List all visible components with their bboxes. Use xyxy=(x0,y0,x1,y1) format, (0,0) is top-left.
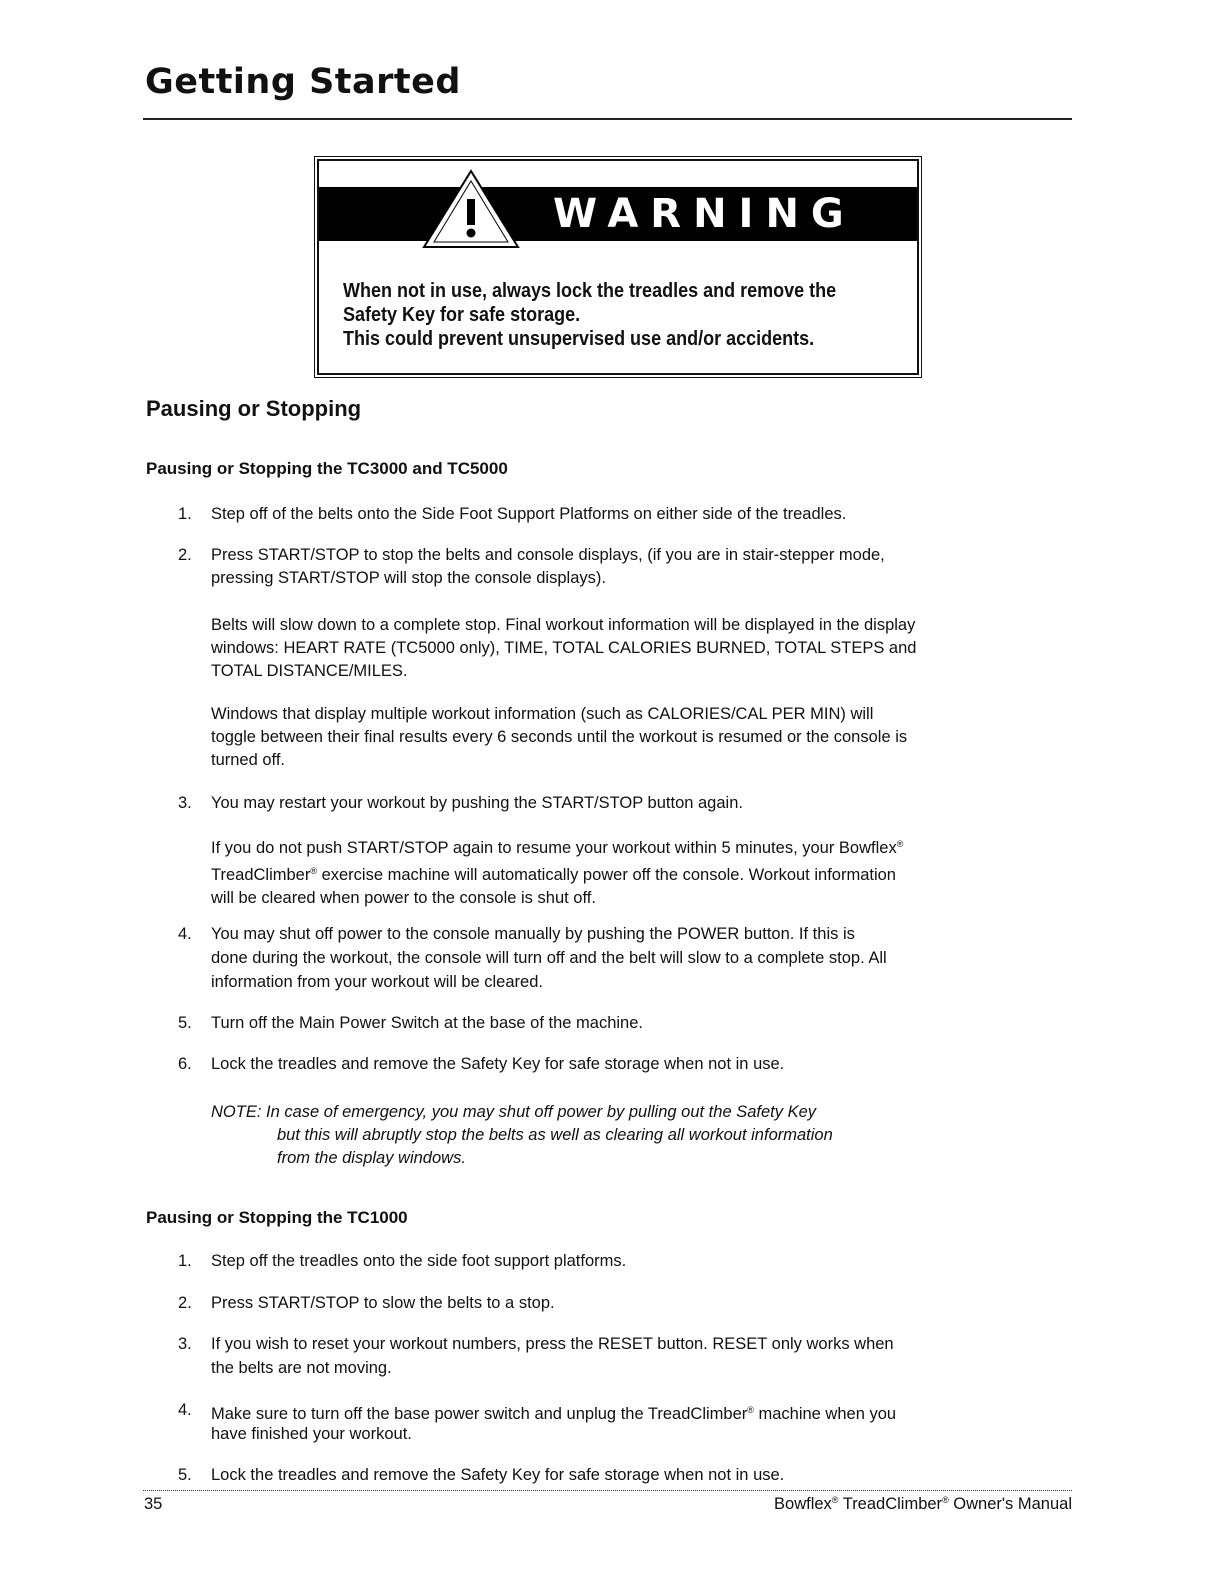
paragraph-auto-power-off: If you do not push START/STOP again to resume your workout within 5 minutes, your Bowflex® TreadClimber® exercise machine will automatically power off the console. Workout information will be cleared when power to the console is shut off. xyxy=(211,839,904,907)
paragraph-belts-stop: Belts will slow down to a complete stop. Final workout information will be displayed in the display windows: HEART RATE (TC5000 only), TIME, TOTAL CALORIES BURNED, TOTAL STEPS and TOTAL DISTANCE/MILES. xyxy=(211,616,917,680)
footer-divider xyxy=(143,1490,1072,1491)
emergency-note: NOTE: In case of emergency, you may shut off power by pulling out the Safety Key but this will abruptly stop the belts as well as clearing all workout information from the display windows. xyxy=(211,1103,833,1167)
page-number: 35 xyxy=(144,1495,163,1513)
warning-label: WARNING xyxy=(553,191,856,237)
footer-manual-title: Bowflex® TreadClimber® Owner's Manual xyxy=(774,1495,1072,1513)
warning-box xyxy=(317,159,919,375)
title-divider xyxy=(143,118,1072,120)
warning-triangle-icon xyxy=(422,169,520,249)
warning-message: When not in use, always lock the treadles and remove the Safety Key for safe storage. This could prevent unsupervised use and/or accidents. xyxy=(343,280,837,350)
page-title: Getting Started xyxy=(145,62,461,102)
subsection-heading-tc3000-tc5000: Pausing or Stopping the TC3000 and TC5000 xyxy=(146,459,508,478)
section-title: Pausing or Stopping xyxy=(146,396,362,421)
paragraph-windows-toggle: Windows that display multiple workout information (such as CALORIES/CAL PER MIN) will toggle between their final results every 6 seconds until the workout is resumed or the console is turned off. xyxy=(211,705,908,769)
subsection-heading-tc1000: Pausing or Stopping the TC1000 xyxy=(146,1208,408,1227)
